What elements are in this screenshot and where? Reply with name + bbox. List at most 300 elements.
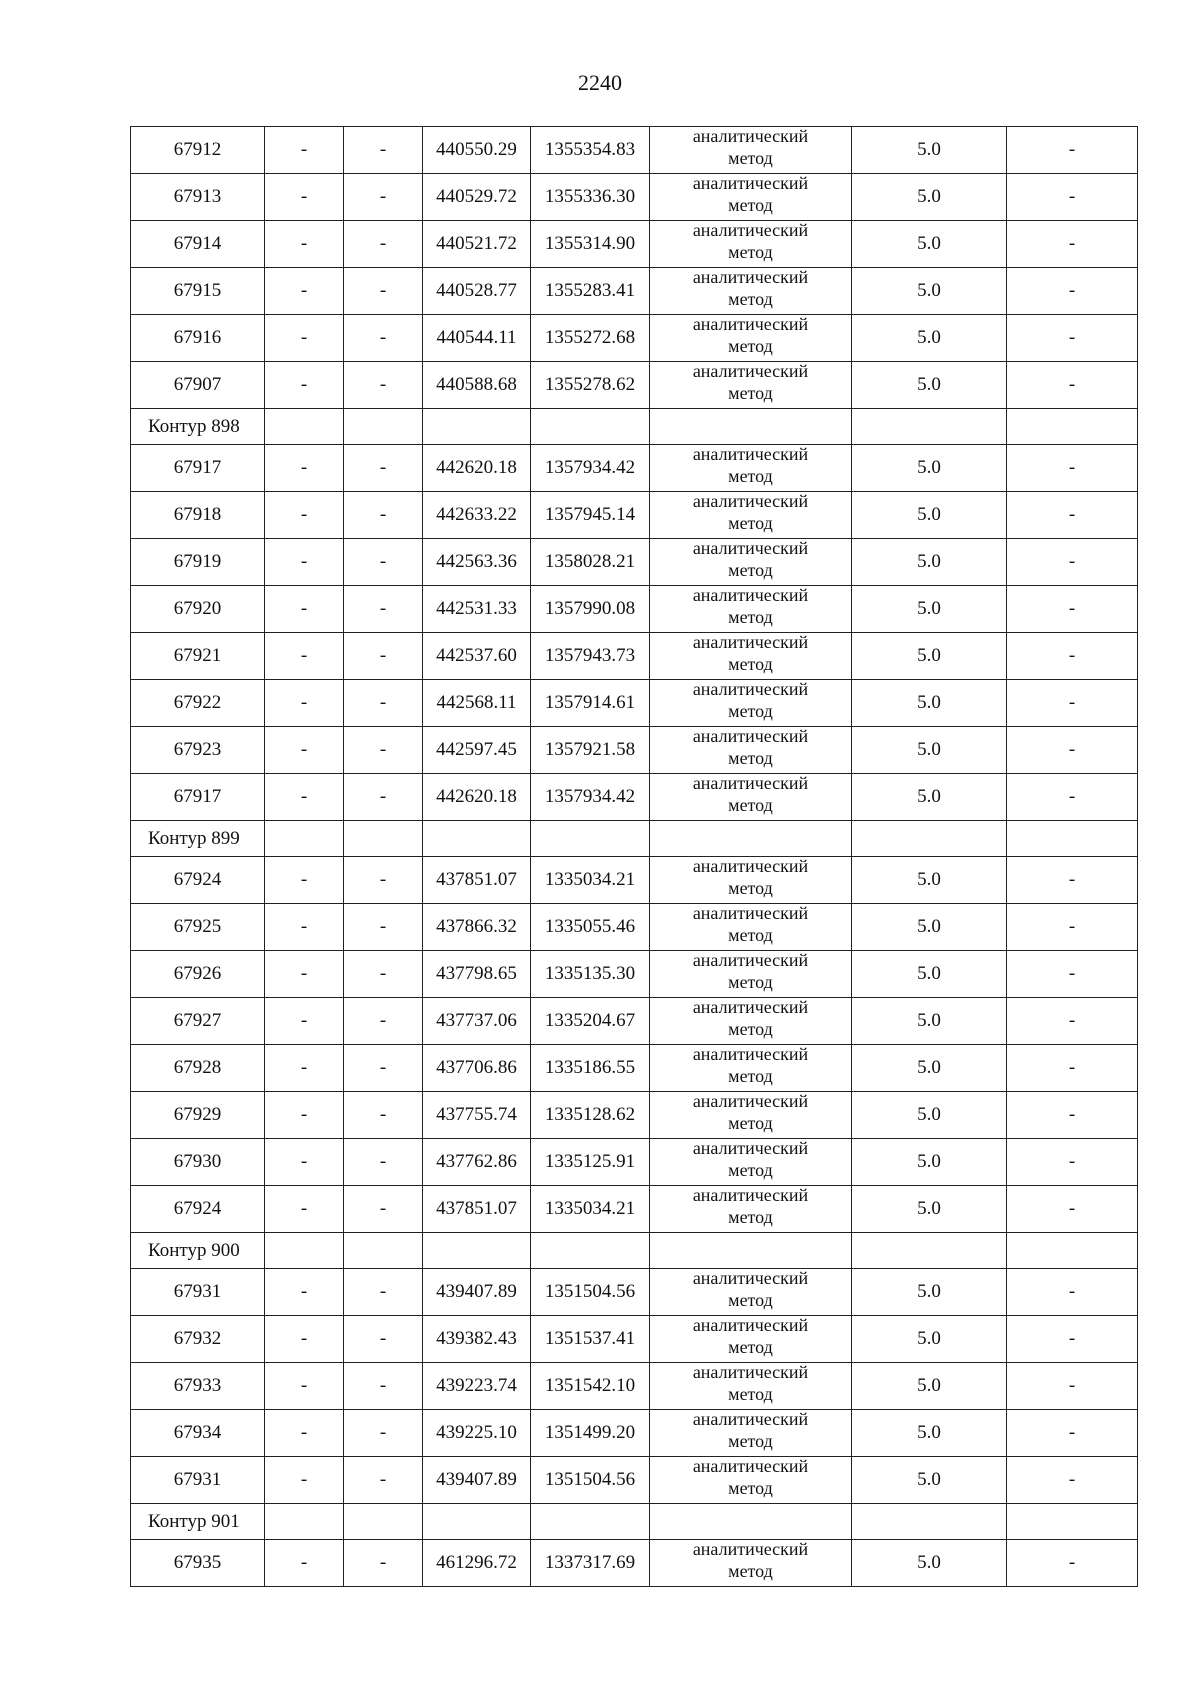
x-coordinate-cell: 439223.74 (423, 1363, 531, 1410)
col3-cell: - (344, 315, 423, 362)
accuracy-cell: 5.0 (852, 1186, 1007, 1233)
accuracy-cell: 5.0 (852, 127, 1007, 174)
col2-cell: - (265, 315, 344, 362)
method-text: аналитический метод (692, 1091, 809, 1133)
col3-cell: - (344, 362, 423, 409)
x-coordinate-cell: 442597.45 (423, 727, 531, 774)
x-coordinate-cell: 442620.18 (423, 774, 531, 821)
method-cell (650, 221, 852, 268)
contour-label: Контур 899 (131, 821, 265, 857)
col3-cell: - (344, 539, 423, 586)
point-id-cell: 67934 (131, 1410, 265, 1457)
empty-cell (344, 1233, 423, 1269)
method-text: аналитический метод (692, 1315, 809, 1357)
empty-cell (531, 1504, 650, 1540)
accuracy-cell: 5.0 (852, 492, 1007, 539)
point-id-cell: 67917 (131, 445, 265, 492)
col3-cell: - (344, 1363, 423, 1410)
method-cell (650, 857, 852, 904)
col2-cell: - (265, 1139, 344, 1186)
y-coordinate-cell: 1351542.10 (531, 1363, 650, 1410)
col2-cell: - (265, 727, 344, 774)
point-id-cell: 67927 (131, 998, 265, 1045)
empty-cell (1007, 821, 1138, 857)
col2-cell: - (265, 680, 344, 727)
empty-cell (1007, 1504, 1138, 1540)
col3-cell: - (344, 1316, 423, 1363)
empty-cell (852, 1233, 1007, 1269)
y-coordinate-cell: 1357934.42 (531, 445, 650, 492)
table-row (131, 1410, 1138, 1457)
x-coordinate-cell: 439407.89 (423, 1457, 531, 1504)
col2-cell: - (265, 857, 344, 904)
method-text: аналитический метод (692, 1044, 809, 1086)
x-coordinate-cell: 437706.86 (423, 1045, 531, 1092)
point-id-cell: 67923 (131, 727, 265, 774)
method-text: аналитический метод (692, 903, 809, 945)
empty-cell (265, 1233, 344, 1269)
x-coordinate-cell: 440529.72 (423, 174, 531, 221)
y-coordinate-cell: 1351504.56 (531, 1457, 650, 1504)
accuracy-cell: 5.0 (852, 1092, 1007, 1139)
method-cell (650, 998, 852, 1045)
table-row (131, 951, 1138, 998)
point-id-cell: 67917 (131, 774, 265, 821)
method-text: аналитический метод (692, 632, 809, 674)
x-coordinate-cell: 437798.65 (423, 951, 531, 998)
col8-cell: - (1007, 539, 1138, 586)
accuracy-cell: 5.0 (852, 315, 1007, 362)
table-row (131, 904, 1138, 951)
method-cell (650, 727, 852, 774)
col3-cell: - (344, 1186, 423, 1233)
col2-cell: - (265, 774, 344, 821)
col2-cell: - (265, 998, 344, 1045)
method-cell (650, 951, 852, 998)
method-cell (650, 539, 852, 586)
method-cell (650, 1269, 852, 1316)
contour-header-row (131, 409, 1138, 445)
point-id-cell: 67924 (131, 1186, 265, 1233)
point-id-cell: 67928 (131, 1045, 265, 1092)
col8-cell: - (1007, 1457, 1138, 1504)
empty-cell (265, 409, 344, 445)
accuracy-cell: 5.0 (852, 857, 1007, 904)
col3-cell: - (344, 774, 423, 821)
table-row (131, 1457, 1138, 1504)
col2-cell: - (265, 633, 344, 680)
col8-cell: - (1007, 1269, 1138, 1316)
col8-cell: - (1007, 774, 1138, 821)
accuracy-cell: 5.0 (852, 1139, 1007, 1186)
col2-cell: - (265, 1363, 344, 1410)
contour-header-row (131, 1233, 1138, 1269)
method-cell (650, 1316, 852, 1363)
method-cell (650, 268, 852, 315)
method-text: аналитический метод (692, 126, 809, 168)
accuracy-cell: 5.0 (852, 1410, 1007, 1457)
x-coordinate-cell: 437755.74 (423, 1092, 531, 1139)
col2-cell: - (265, 174, 344, 221)
x-coordinate-cell: 437851.07 (423, 857, 531, 904)
contour-label: Контур 901 (131, 1504, 265, 1540)
table-row (131, 1269, 1138, 1316)
x-coordinate-cell: 437737.06 (423, 998, 531, 1045)
col2-cell: - (265, 1045, 344, 1092)
empty-cell (650, 821, 852, 857)
col2-cell: - (265, 1269, 344, 1316)
col8-cell: - (1007, 492, 1138, 539)
y-coordinate-cell: 1357934.42 (531, 774, 650, 821)
method-cell (650, 445, 852, 492)
contour-label: Контур 898 (131, 409, 265, 445)
empty-cell (423, 1233, 531, 1269)
col2-cell: - (265, 1540, 344, 1587)
accuracy-cell: 5.0 (852, 268, 1007, 315)
method-text: аналитический метод (692, 173, 809, 215)
method-cell (650, 1045, 852, 1092)
empty-cell (1007, 409, 1138, 445)
table-row (131, 727, 1138, 774)
accuracy-cell: 5.0 (852, 1316, 1007, 1363)
col3-cell: - (344, 951, 423, 998)
point-id-cell: 67935 (131, 1540, 265, 1587)
x-coordinate-cell: 440528.77 (423, 268, 531, 315)
y-coordinate-cell: 1357921.58 (531, 727, 650, 774)
table-row (131, 268, 1138, 315)
table-row (131, 445, 1138, 492)
col8-cell: - (1007, 1092, 1138, 1139)
method-text: аналитический метод (692, 1138, 809, 1180)
col3-cell: - (344, 904, 423, 951)
point-id-cell: 67907 (131, 362, 265, 409)
empty-cell (531, 409, 650, 445)
x-coordinate-cell: 440550.29 (423, 127, 531, 174)
method-cell (650, 362, 852, 409)
accuracy-cell: 5.0 (852, 680, 1007, 727)
method-text: аналитический метод (692, 1362, 809, 1404)
table-row (131, 492, 1138, 539)
x-coordinate-cell: 442620.18 (423, 445, 531, 492)
table-row (131, 633, 1138, 680)
col3-cell: - (344, 1540, 423, 1587)
accuracy-cell: 5.0 (852, 362, 1007, 409)
y-coordinate-cell: 1357943.73 (531, 633, 650, 680)
accuracy-cell: 5.0 (852, 904, 1007, 951)
col8-cell: - (1007, 1186, 1138, 1233)
table-row (131, 1186, 1138, 1233)
method-cell (650, 1540, 852, 1587)
col3-cell: - (344, 998, 423, 1045)
table-body (131, 127, 1138, 1587)
method-text: аналитический метод (692, 1409, 809, 1451)
y-coordinate-cell: 1355278.62 (531, 362, 650, 409)
empty-cell (1007, 1233, 1138, 1269)
method-text: аналитический метод (692, 773, 809, 815)
x-coordinate-cell: 439407.89 (423, 1269, 531, 1316)
col3-cell: - (344, 727, 423, 774)
y-coordinate-cell: 1357990.08 (531, 586, 650, 633)
x-coordinate-cell: 442633.22 (423, 492, 531, 539)
x-coordinate-cell: 437866.32 (423, 904, 531, 951)
col3-cell: - (344, 857, 423, 904)
accuracy-cell: 5.0 (852, 727, 1007, 774)
point-id-cell: 67922 (131, 680, 265, 727)
method-text: аналитический метод (692, 220, 809, 262)
accuracy-cell: 5.0 (852, 221, 1007, 268)
col3-cell: - (344, 492, 423, 539)
col8-cell: - (1007, 586, 1138, 633)
x-coordinate-cell: 437762.86 (423, 1139, 531, 1186)
method-text: аналитический метод (692, 1185, 809, 1227)
x-coordinate-cell: 442537.60 (423, 633, 531, 680)
method-cell (650, 774, 852, 821)
point-id-cell: 67920 (131, 586, 265, 633)
accuracy-cell: 5.0 (852, 539, 1007, 586)
empty-cell (852, 1504, 1007, 1540)
method-cell (650, 492, 852, 539)
method-text: аналитический метод (692, 267, 809, 309)
contour-header-row (131, 821, 1138, 857)
method-text: аналитический метод (692, 679, 809, 721)
table-row (131, 586, 1138, 633)
contour-header-row (131, 1504, 1138, 1540)
method-text: аналитический метод (692, 1456, 809, 1498)
method-cell (650, 1186, 852, 1233)
empty-cell (265, 1504, 344, 1540)
point-id-cell: 67918 (131, 492, 265, 539)
method-cell (650, 1363, 852, 1410)
col8-cell: - (1007, 1540, 1138, 1587)
accuracy-cell: 5.0 (852, 1457, 1007, 1504)
coordinates-table (130, 126, 1138, 1587)
accuracy-cell: 5.0 (852, 774, 1007, 821)
empty-cell (852, 821, 1007, 857)
col8-cell: - (1007, 633, 1138, 680)
y-coordinate-cell: 1335125.91 (531, 1139, 650, 1186)
col8-cell: - (1007, 951, 1138, 998)
empty-cell (423, 409, 531, 445)
method-cell (650, 1139, 852, 1186)
y-coordinate-cell: 1355314.90 (531, 221, 650, 268)
empty-cell (650, 1504, 852, 1540)
point-id-cell: 67912 (131, 127, 265, 174)
empty-cell (650, 409, 852, 445)
table-row (131, 998, 1138, 1045)
col8-cell: - (1007, 174, 1138, 221)
method-cell (650, 680, 852, 727)
col2-cell: - (265, 268, 344, 315)
col2-cell: - (265, 445, 344, 492)
col8-cell: - (1007, 1045, 1138, 1092)
method-text: аналитический метод (692, 444, 809, 486)
y-coordinate-cell: 1355283.41 (531, 268, 650, 315)
x-coordinate-cell: 440544.11 (423, 315, 531, 362)
table-row (131, 1540, 1138, 1587)
empty-cell (423, 821, 531, 857)
y-coordinate-cell: 1335204.67 (531, 998, 650, 1045)
col8-cell: - (1007, 1363, 1138, 1410)
col2-cell: - (265, 1092, 344, 1139)
y-coordinate-cell: 1357914.61 (531, 680, 650, 727)
col3-cell: - (344, 1139, 423, 1186)
y-coordinate-cell: 1335034.21 (531, 857, 650, 904)
col3-cell: - (344, 1092, 423, 1139)
empty-cell (531, 1233, 650, 1269)
method-text: аналитический метод (692, 726, 809, 768)
col8-cell: - (1007, 998, 1138, 1045)
point-id-cell: 67930 (131, 1139, 265, 1186)
col2-cell: - (265, 539, 344, 586)
table-row (131, 774, 1138, 821)
col3-cell: - (344, 445, 423, 492)
x-coordinate-cell: 437851.07 (423, 1186, 531, 1233)
method-text: аналитический метод (692, 1539, 809, 1581)
point-id-cell: 67926 (131, 951, 265, 998)
col3-cell: - (344, 1045, 423, 1092)
empty-cell (852, 409, 1007, 445)
accuracy-cell: 5.0 (852, 1540, 1007, 1587)
method-text: аналитический метод (692, 950, 809, 992)
table-row (131, 174, 1138, 221)
x-coordinate-cell: 439382.43 (423, 1316, 531, 1363)
y-coordinate-cell: 1351499.20 (531, 1410, 650, 1457)
point-id-cell: 67913 (131, 174, 265, 221)
col8-cell: - (1007, 904, 1138, 951)
table-row (131, 1092, 1138, 1139)
col3-cell: - (344, 680, 423, 727)
col3-cell: - (344, 586, 423, 633)
empty-cell (531, 821, 650, 857)
col8-cell: - (1007, 315, 1138, 362)
y-coordinate-cell: 1337317.69 (531, 1540, 650, 1587)
point-id-cell: 67931 (131, 1457, 265, 1504)
y-coordinate-cell: 1355336.30 (531, 174, 650, 221)
accuracy-cell: 5.0 (852, 1045, 1007, 1092)
col8-cell: - (1007, 127, 1138, 174)
accuracy-cell: 5.0 (852, 174, 1007, 221)
method-cell (650, 633, 852, 680)
empty-cell (650, 1233, 852, 1269)
table-row (131, 1045, 1138, 1092)
method-cell (650, 174, 852, 221)
col2-cell: - (265, 221, 344, 268)
accuracy-cell: 5.0 (852, 586, 1007, 633)
point-id-cell: 67925 (131, 904, 265, 951)
method-cell (650, 1092, 852, 1139)
col2-cell: - (265, 1186, 344, 1233)
y-coordinate-cell: 1355272.68 (531, 315, 650, 362)
accuracy-cell: 5.0 (852, 445, 1007, 492)
table-row (131, 315, 1138, 362)
method-text: аналитический метод (692, 538, 809, 580)
method-text: аналитический метод (692, 585, 809, 627)
col2-cell: - (265, 951, 344, 998)
col8-cell: - (1007, 1316, 1138, 1363)
col8-cell: - (1007, 1139, 1138, 1186)
col2-cell: - (265, 904, 344, 951)
x-coordinate-cell: 442568.11 (423, 680, 531, 727)
col3-cell: - (344, 127, 423, 174)
col2-cell: - (265, 1316, 344, 1363)
point-id-cell: 67924 (131, 857, 265, 904)
col2-cell: - (265, 362, 344, 409)
col8-cell: - (1007, 268, 1138, 315)
y-coordinate-cell: 1358028.21 (531, 539, 650, 586)
method-cell (650, 315, 852, 362)
method-text: аналитический метод (692, 1268, 809, 1310)
col8-cell: - (1007, 1410, 1138, 1457)
col3-cell: - (344, 174, 423, 221)
y-coordinate-cell: 1357945.14 (531, 492, 650, 539)
y-coordinate-cell: 1335186.55 (531, 1045, 650, 1092)
col2-cell: - (265, 492, 344, 539)
table-row (131, 362, 1138, 409)
col8-cell: - (1007, 221, 1138, 268)
col8-cell: - (1007, 362, 1138, 409)
point-id-cell: 67933 (131, 1363, 265, 1410)
x-coordinate-cell: 442531.33 (423, 586, 531, 633)
accuracy-cell: 5.0 (852, 951, 1007, 998)
accuracy-cell: 5.0 (852, 633, 1007, 680)
col8-cell: - (1007, 727, 1138, 774)
col8-cell: - (1007, 680, 1138, 727)
x-coordinate-cell: 439225.10 (423, 1410, 531, 1457)
method-text: аналитический метод (692, 491, 809, 533)
col2-cell: - (265, 586, 344, 633)
empty-cell (344, 409, 423, 445)
point-id-cell: 67914 (131, 221, 265, 268)
col2-cell: - (265, 1457, 344, 1504)
page-number: 2240 (578, 70, 622, 95)
x-coordinate-cell: 442563.36 (423, 539, 531, 586)
y-coordinate-cell: 1335128.62 (531, 1092, 650, 1139)
col8-cell: - (1007, 857, 1138, 904)
point-id-cell: 67932 (131, 1316, 265, 1363)
col3-cell: - (344, 1410, 423, 1457)
point-id-cell: 67921 (131, 633, 265, 680)
method-text: аналитический метод (692, 361, 809, 403)
y-coordinate-cell: 1351537.41 (531, 1316, 650, 1363)
table-row (131, 221, 1138, 268)
point-id-cell: 67929 (131, 1092, 265, 1139)
method-cell (650, 1410, 852, 1457)
table-row (131, 1363, 1138, 1410)
x-coordinate-cell: 440521.72 (423, 221, 531, 268)
col2-cell: - (265, 1410, 344, 1457)
col3-cell: - (344, 268, 423, 315)
point-id-cell: 67919 (131, 539, 265, 586)
col8-cell: - (1007, 445, 1138, 492)
accuracy-cell: 5.0 (852, 998, 1007, 1045)
table-row (131, 1139, 1138, 1186)
point-id-cell: 67916 (131, 315, 265, 362)
method-cell (650, 1457, 852, 1504)
table-row (131, 539, 1138, 586)
method-cell (650, 904, 852, 951)
method-text: аналитический метод (692, 314, 809, 356)
point-id-cell: 67915 (131, 268, 265, 315)
col3-cell: - (344, 633, 423, 680)
col3-cell: - (344, 221, 423, 268)
method-text: аналитический метод (692, 856, 809, 898)
table-row (131, 857, 1138, 904)
table-row (131, 1316, 1138, 1363)
table-row (131, 127, 1138, 174)
empty-cell (344, 1504, 423, 1540)
accuracy-cell: 5.0 (852, 1363, 1007, 1410)
accuracy-cell: 5.0 (852, 1269, 1007, 1316)
